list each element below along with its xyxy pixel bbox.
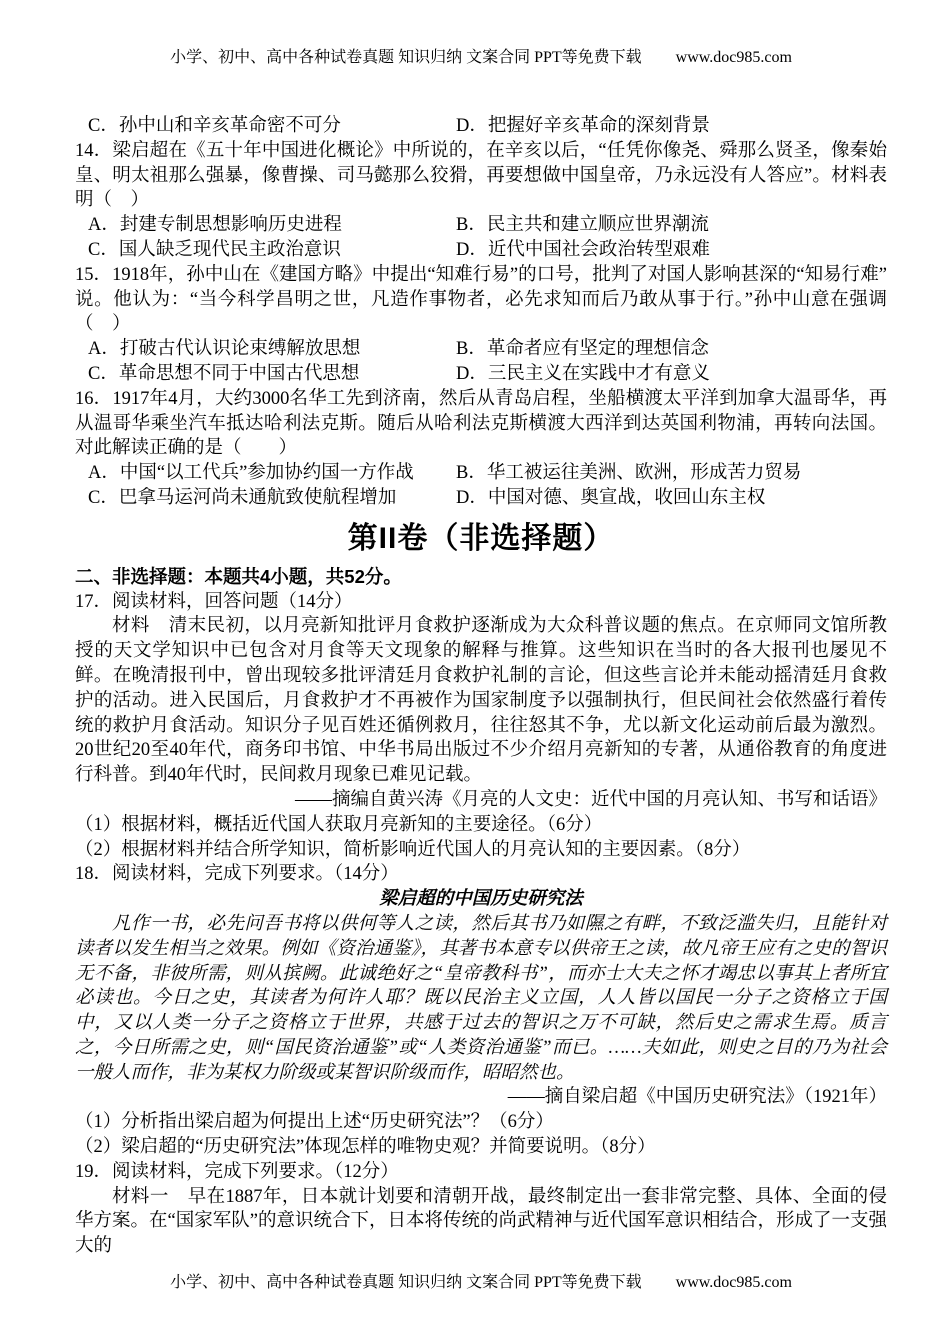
q15-option-d: D．三民主义在实践中才有意义 — [456, 363, 710, 384]
q17-material-paragraph: 材料 清末民初，以月亮新知批评月食救护逐渐成为大众科普议题的焦点。在京师同文馆所教授的天文学知识中已包含对月食等天文现象的解释与推算。这些知识在当时的各大报刊也屡见不鲜。在晚清报刊中，曾出现较多批评清廷月食救护礼制的言论，但这些言论并未能动摇清廷月食救护的活动。进入民国后，月食救护才不再被作为国家制度予以强制执行，但民间社会依然盛行着传统的救护月食活动。知识分子见百姓还循例救月，往往怒其不争，尤以新文化运动前后最为激烈。20世纪20至40年代，商务印书馆、中华书局出版过不少介绍月亮新知的专著，从通俗教育的角度进行科普。到40年代时，民间救月现象已难见记载。 — [75, 616, 887, 786]
q15-option-a: A．打破古代认识论束缚解放思想 — [88, 339, 361, 360]
q13-options-row — [75, 114, 887, 139]
q18-material-paragraph: 凡作一书，必先问吾书将以供何等人之读，然后其书乃如隰之有畔，不致泛滥失归，且能针对读者以发生相当之效果。例如《资治通鉴》，其著书本意专以供帝王之读，故凡帝王应有之史的智识无不备，非彼所需，则从摈阙。此诚绝好之“皇帝教科书”，而亦士大夫之怀才竭忠以事其上者所宜必读也。今日之史，其读者为何许人耶？既以民治主义立国，人人皆以国民一分子之资格立于国中，又以人类一分子之资格立于世界，共感于过去的智识之万不可缺，然后史之需求生焉。质言之，今日所需之史，则“国民资治通鉴”或“人类资治通鉴”而已。……夫如此，则史之目的乃为社会一般人而作，非为某权力阶级或某智识阶级而作，昭昭然也。 — [75, 913, 887, 1083]
q14-option-a: A．封建专制思想影响历史进程 — [88, 215, 342, 236]
q17-intro: 17．阅读材料，回答问题（14分） — [75, 591, 353, 612]
footer-site-url: www.doc985.com — [675, 1274, 792, 1292]
q16-option-d: D．中国对德、奥宣战，收回山东主权 — [456, 487, 766, 508]
q15-stem: 15．1918年，孙中山在《建国方略》中提出“知难行易”的口号，批判了对国人影响甚深的“知易行难”说。他认为：“当今科学昌明之世，凡造作事物者，必先求知而后乃敢从事于行。”孙中山意在强调（ ） — [75, 264, 887, 335]
header-text: 小学、初中、高中各种试卷真题 知识归纳 文案合同 PPT等免费下载 — [170, 49, 642, 66]
q18-source-attribution: ——摘自梁启超《中国历史研究法》（1921年） — [507, 1087, 887, 1108]
header-site-url: www.doc985.com — [675, 49, 792, 66]
q18-subquestion-1: （1）分析指出梁启超为何提出上述“历史研究法”？（6分） — [75, 1112, 554, 1133]
q15-option-b: B．革命者应有坚定的理想信念 — [456, 339, 709, 360]
q14-options-row-1 — [75, 213, 887, 238]
q15-options-row-2 — [75, 362, 887, 387]
page-header — [75, 48, 887, 68]
q14-option-d: D．近代中国社会政治转型艰难 — [456, 239, 710, 260]
q18-subquestion-2: （2）梁启超的“历史研究法”体现怎样的唯物史观？并简要说明。（8分） — [75, 1137, 656, 1158]
q16-option-c: C．巴拿马运河尚未通航致使航程增加 — [88, 487, 397, 508]
q19-intro: 19．阅读材料，完成下列要求。（12分） — [75, 1161, 399, 1182]
section2-heading: 二、非选择题：本题共4小题，共52分。 — [75, 565, 402, 587]
part2-heading: 第II卷（非选择题） — [347, 521, 615, 555]
exam-body — [75, 114, 887, 1259]
q18-intro: 18．阅读材料，完成下列要求。（14分） — [75, 864, 399, 885]
q14-option-c: C．国人缺乏现代民主政治意识 — [88, 239, 341, 260]
q19-material-paragraph: 材料一 早在1887年，日本就计划要和清朝开战，最终制定出一套非常完整、具体、全面的侵华方案。在“国家军队”的意识统合下，日本将传统的尚武精神与近代国军意识相结合，形成了一支强大的 — [75, 1186, 887, 1257]
q15-options-row-1 — [75, 337, 887, 362]
q16-options-row-1 — [75, 461, 887, 486]
q15-option-c: C．革命思想不同于中国古代思想 — [88, 363, 360, 384]
q17-subquestion-1: （1）根据材料，概括近代国人获取月亮新知的主要途径。（6分） — [75, 814, 603, 835]
q13-option-d: D．把握好辛亥革命的深刻背景 — [456, 116, 710, 136]
q16-option-b: B．华工被运往美洲、欧洲，形成苦力贸易 — [456, 463, 802, 484]
q18-material-title: 梁启超的中国历史研究法 — [379, 889, 583, 910]
q16-option-a: A．中国“以工代兵”参加协约国一方作战 — [88, 463, 414, 484]
q16-options-row-2 — [75, 486, 887, 511]
footer-text: 小学、初中、高中各种试卷真题 知识归纳 文案合同 PPT等免费下载 — [170, 1274, 642, 1292]
q14-options-row-2 — [75, 238, 887, 263]
q17-subquestion-2: （2）根据材料并结合所学知识，简析影响近代国人的月亮认知的主要因素。（8分） — [75, 839, 751, 860]
page-footer — [75, 1273, 887, 1293]
q13-option-c: C．孙中山和辛亥革命密不可分 — [88, 116, 341, 136]
q14-option-b: B．民主共和建立顺应世界潮流 — [456, 215, 709, 236]
q16-stem: 16．1917年4月，大约3000名华工先到济南，然后从青岛启程，坐船横渡太平洋到加拿大温哥华，再从温哥华乘坐汽车抵达哈利法克斯。随后从哈利法克斯横渡大西洋到达英国利物浦，再转向法国。对此解读正确的是（ ） — [75, 388, 887, 459]
q14-stem: 14．梁启超在《五十年中国进化概论》中所说的，在辛亥以后，“任凭你像尧、舜那么贤圣，像秦始皇、明太祖那么强暴，像曹操、司马懿那么狡猾，再要想做中国皇帝，乃永远没有人答应”。材料表明（ ） — [75, 140, 887, 211]
q17-source-attribution: ——摘编自黄兴涛《月亮的人文史：近代中国的月亮认知、书写和话语》 — [294, 789, 887, 810]
